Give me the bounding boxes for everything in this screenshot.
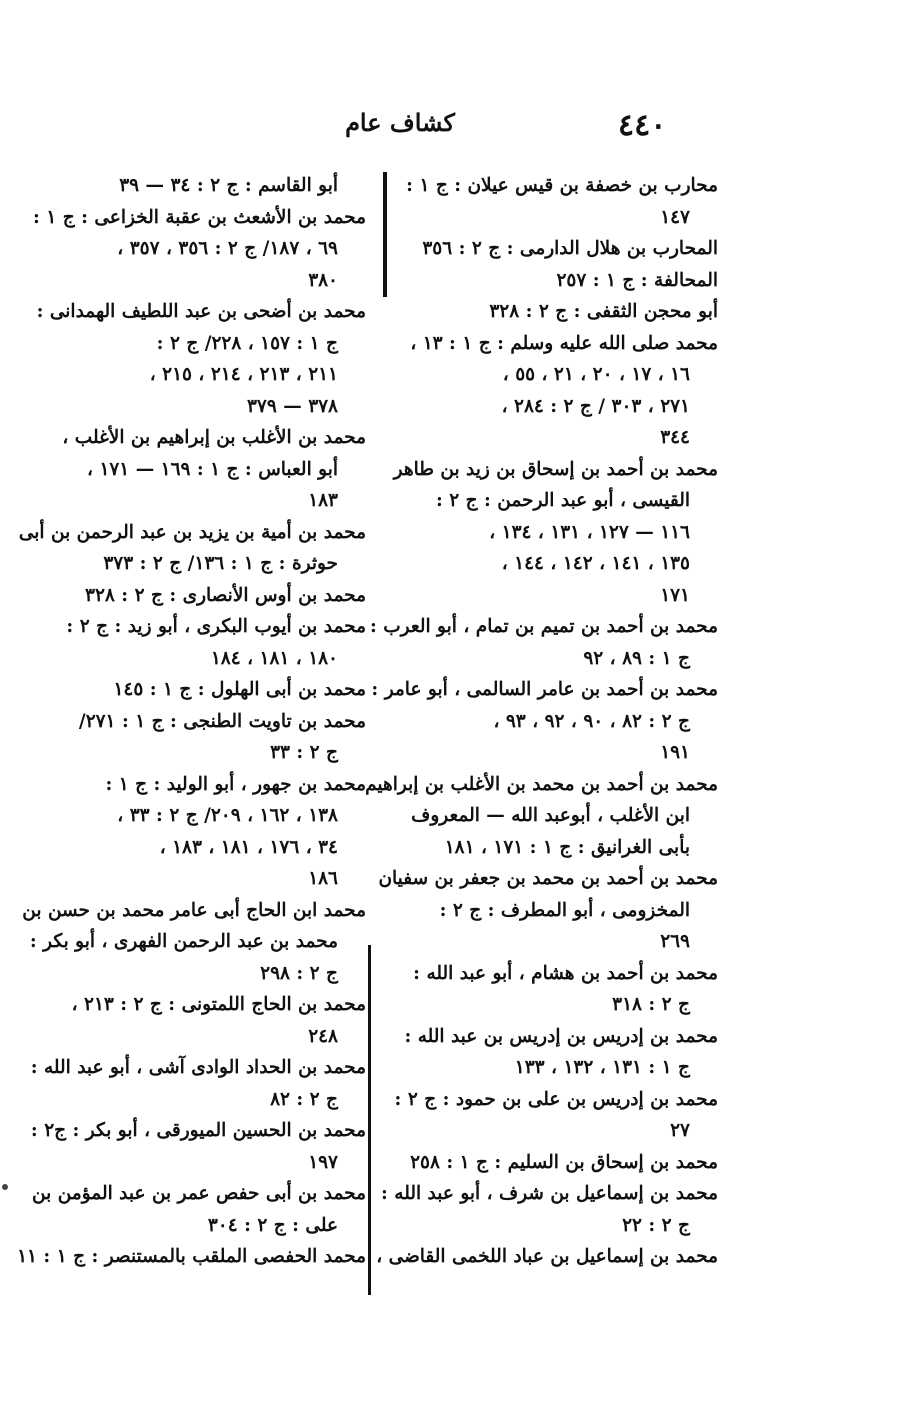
index-entry: محمد الحفصى الملقب بالمستنصر : ج ١ : ١١ [17,1246,366,1267]
index-entry-continuation: ١٧١ [660,584,690,606]
index-entry-continuation: ١٣٨ ، ١٦٢ ، ٢٠٩/ ج ٢ : ٣٣ ، [117,805,338,826]
index-entry-continuation: ١١٦ — ١٢٧ ، ١٣١ ، ١٣٤ ، [489,521,690,543]
index-entry: محمد بن أحمد بن هشام ، أبو عبد الله : [413,962,718,984]
index-column-right [365,170,718,1273]
index-entry-continuation: ١٤٧ [660,206,690,228]
index-entry: محمد بن أبى حفص عمر بن عبد المؤمن بن [32,1183,366,1204]
index-entry-continuation: ج ٢ : ٣٣ [270,742,338,763]
index-entry: محمد بن الحداد الوادى آشى ، أبو عبد الله : [30,1057,366,1078]
index-entry-continuation: ج ١ : ١٣١ ، ١٣٢ ، ١٣٣ [514,1057,690,1078]
index-entry: المحالفة : ج ١ : ٢٥٧ [556,269,718,291]
page-number: ٤٤٠ [618,108,667,143]
index-entry-continuation: ٢٧ [670,1120,690,1141]
index-entry: محمد بن أحمد بن عامر السالمى ، أبو عامر : [371,679,718,700]
index-entry-continuation: ج ٢ : ٢٩٨ [260,962,338,984]
index-entry: محمد ابن الحاج أبى عامر محمد بن حسن بن [22,899,366,921]
index-entry-continuation: ج ٢ : ٨٢ [270,1088,338,1110]
index-entry: محارب بن خصفة بن قيس عيلان : ج ١ : [406,175,718,196]
column-divider [368,945,371,1295]
index-entry-continuation: ١٨٠ ، ١٨١ ، ١٨٤ [210,647,338,669]
index-entry: محمد بن أحمد بن محمد بن الأغلب بن إبراهيم [365,773,718,795]
index-entry-continuation: محمد بن عبد الرحمن الفهرى ، أبو بكر : [29,931,338,952]
index-entry: محمد بن إسحاق بن السليم : ج ١ : ٢٥٨ [410,1151,718,1173]
index-entry: أبو محجن الثقفى : ج ٢ : ٣٢٨ [489,301,718,322]
index-entry-continuation: ج ٢ : ٨٢ ، ٩٠ ، ٩٢ ، ٩٣ ، [493,710,690,732]
index-entry-continuation: ج ١ : ٨٩ ، ٩٢ [583,647,690,669]
index-entry-continuation: بأبى الغرانيق : ج ١ : ١٧١ ، ١٨١ [444,836,690,858]
index-entry: محمد بن أحمد بن محمد بن جعفر بن سفيان [378,868,718,889]
index-entry-continuation: على : ج ٢ : ٣٠٤ [207,1214,338,1236]
index-entry-continuation: ٢٧١ ، ٣٠٣ / ج ٢ : ٢٨٤ ، [501,395,690,417]
margin-mark [2,1184,8,1190]
index-entry: محمد بن تاويت الطنجى : ج ١ : ٢٧١/ [78,710,366,732]
index-entry: محمد بن أبى الهلول : ج ١ : ١٤٥ [113,679,366,700]
index-entry: محمد بن أحمد بن تميم بن تمام ، أبو العرب : [370,616,718,637]
index-entry-continuation: القيسى ، أبو عبد الرحمن : ج ٢ : [435,490,690,511]
index-entry-continuation: ١٦ ، ١٧ ، ٢٠ ، ٢١ ، ٥٥ ، [502,364,690,385]
index-entry: محمد بن إسماعيل بن عباد اللخمى القاضى ، [376,1246,718,1267]
index-entry-continuation: ٣٧٨ — ٣٧٩ [246,395,338,417]
index-entry: محمد بن إدريس بن على بن حمود : ج ٢ : [394,1088,718,1110]
index-column-left [17,170,366,1273]
index-entry-continuation: ٣٨٠ [308,269,338,291]
index-entry: محمد بن إسماعيل بن شرف ، أبو عبد الله : [381,1183,718,1204]
index-entry-continuation: المخزومى ، أبو المطرف : ج ٢ : [439,899,690,921]
index-entry: محمد بن إدريس بن إدريس بن عبد الله : [404,1025,718,1047]
index-entry-continuation: ٣٤ ، ١٧٦ ، ١٨١ ، ١٨٣ ، [159,836,338,858]
index-entry-continuation: ٣٤٤ [660,427,690,448]
index-entry: محمد بن الحاج اللمتونى : ج ٢ : ٢١٣ ، [71,994,366,1015]
index-entry-continuation: ١٨٣ [308,490,338,511]
index-entry-continuation: أبو القاسم : ج ٢ : ٣٤ — ٣٩ [119,175,338,196]
index-entry-continuation: ١٩٧ [308,1151,338,1173]
index-entry: محمد بن أمية بن يزيد بن عبد الرحمن بن أبى [18,521,366,543]
index-entry-continuation: ١٩١ [660,742,690,763]
index-entry-continuation: ٢١١ ، ٢١٣ ، ٢١٤ ، ٢١٥ ، [149,364,338,385]
index-entry: المحارب بن هلال الدارمى : ج ٢ : ٣٥٦ [422,238,718,259]
page-title: كشاف عام [345,108,455,137]
index-entry: محمد بن أوس الأنصارى : ج ٢ : ٣٢٨ [85,584,366,606]
index-entry: محمد بن جهور ، أبو الوليد : ج ١ : [105,773,366,795]
index-entry-continuation: ٦٩ ، ١٨٧/ ج ٢ : ٣٥٦ ، ٣٥٧ ، [117,238,338,259]
index-entry-continuation: ٢٦٩ [660,931,690,952]
index-entry-continuation: أبو العباس : ج ١ : ١٦٩ — ١٧١ ، [87,458,338,480]
column-divider [383,172,387,297]
index-entry-continuation: ابن الأغلب ، أبوعبد الله — المعروف [411,805,690,826]
index-entry: محمد بن أيوب البكرى ، أبو زيد : ج ٢ : [66,616,366,637]
index-entry: محمد بن الأشعث بن عقبة الخزاعى : ج ١ : [33,206,366,228]
index-entry-continuation: ج ٢ : ٢٢ [622,1214,690,1236]
index-entry-continuation: ٢٤٨ [308,1025,338,1047]
index-entry: محمد صلى الله عليه وسلم : ج ١ : ١٣ ، [410,332,718,354]
index-entry-continuation: ١٣٥ ، ١٤١ ، ١٤٢ ، ١٤٤ ، [501,553,690,574]
index-entry-continuation: حوثرة : ج ١ : ١٣٦/ ج ٢ : ٣٧٣ [103,553,338,574]
index-entry: محمد بن الأغلب بن إبراهيم بن الأغلب ، [62,427,366,448]
index-entry: محمد بن الحسين الميورقى ، أبو بكر : ج٢ : [30,1120,366,1141]
index-entry-continuation: ج ١ : ١٥٧ ، ٢٢٨/ ج ٢ : [156,332,338,354]
index-entry: محمد بن أضحى بن عبد اللطيف الهمدانى : [36,301,366,322]
index-entry: محمد بن أحمد بن إسحاق بن زيد بن طاهر [393,458,718,480]
index-entry-continuation: ١٨٦ [308,868,338,889]
index-entry-continuation: ج ٢ : ٣١٨ [612,994,690,1015]
